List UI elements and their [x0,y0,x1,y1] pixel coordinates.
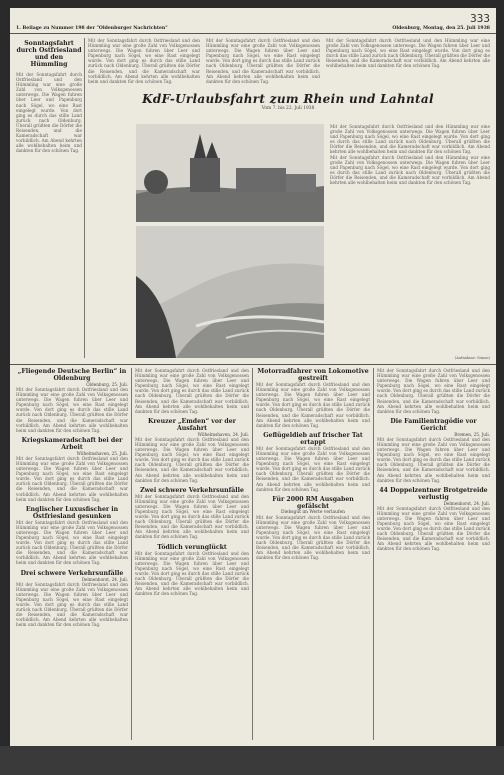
article-title: Tödlich verunglückt [157,543,227,551]
bottom-col-2 [135,368,249,740]
feature-title: KdF-Urlaubsfahrt zum Rhein und Lahntal [142,92,434,106]
article-title: Die Familientragödie vor Gericht [390,417,477,432]
body-text: Mit der Sonntagsfahrt durch Ostfriesland und den Hümmling war eine große Zahl von Volksgenossen unterwegs. Die Wagen fuhren über Leer und Papenburg nach Sögel, wo eine Rast eingelegt wurde. Von dort ging es durch das stille Land zurück nach Oldenburg. Überall grüßten die Dörfer die Reisenden, und die Kameradschaft war vorbildlich. Am Abend kehrten alle wohlbehalten heim und dankten für den schönen Tag. [326,38,490,69]
photo-lahn-river [136,226,324,358]
article-title: „Fliegende Deutsche Berlin“ in Oldenburg [17,368,127,382]
dateline: Bremen, 25. Juli. [454,431,490,437]
photo-credit: (Aufnahme: Simon) [454,356,490,360]
body-text: Mit der Sonntagsfahrt durch Ostfriesland und den Hümmling war eine große Zahl von Volksgenossen unterwegs. Die Wagen fuhren über Leer und Papenburg nach Sögel, wo eine Rast eingelegt wurde. Von dort ging es durch das stille Land zurück nach Oldenburg. Überall grüßten die Dörfer die Reisenden, und die Kameradschaft war vorbildlich. Am Abend kehrten alle wohlbehalten heim und dankten für den schönen Tag. [330,124,490,155]
top-text-2 [206,38,320,88]
dateline: Delmenhorst, 24. Juli. [443,500,490,506]
body-text: Mit der Sonntagsfahrt durch Ostfriesland und den Hümmling war eine große Zahl von Volksgenossen unterwegs. Die Wagen fuhren über Leer und Papenburg nach Sögel, wo eine Rast eingelegt wurde. Von dort ging es durch das stille Land zurück nach Oldenburg. Überall grüßten die Dörfer die Reisenden, und die Kameradschaft war vorbildlich. Am Abend kehrten alle wohlbehalten heim und dankten für den schönen Tag. [377,505,490,552]
article-title: Zwei schwere Verkehrsunfälle [140,486,244,494]
newspaper-page [10,8,496,746]
dateline: Oldenburg, 25. Juli. [86,382,128,387]
body-text: Mit der Sonntagsfahrt durch Ostfriesland und den Hümmling war eine große Zahl von Volksgenossen unterwegs. Die Wagen fuhren über Leer und Papenburg nach Sögel, wo eine Rast eingelegt wurde. Von dort ging es durch das stille Land zurück nach Oldenburg. Überall grüßten die Dörfer die Reisenden, und die Kameradschaft war vorbildlich. Am Abend kehrten alle wohlbehalten heim und dankten für den schönen Tag. [135,436,249,483]
photo-rhine-church [136,124,324,222]
feature-header [88,92,488,118]
article-title: Geflügeldieb auf frischer Tat ertappt [263,431,363,446]
body-text: Mit der Sonntagsfahrt durch Ostfriesland und den Hümmling war eine große Zahl von Volksgenossen unterwegs. Die Wagen fuhren über Leer und Papenburg nach Sögel, wo eine Rast eingelegt wurde. Von dort ging es durch das stille Land zurück nach Oldenburg. Überall grüßten die Dörfer die Reisenden, und die Kameradschaft war vorbildlich. Am Abend kehrten alle wohlbehalten heim und dankten für den schönen Tag. [135,493,249,540]
article-title: 44 Doppelzentner Brotgetreide verlustig [379,486,488,501]
dateline: Wilhelmshaven, 25. Juli. [76,450,128,456]
article-title: Kreuzer „Emden“ vor der Ausfahrt [148,417,236,432]
header-left: 1. Beilage zu Nummer 198 der "Oldenburger Nachrichten" [16,26,168,31]
feature-body [330,124,490,356]
bottom-col-1 [16,368,128,740]
bottom-col-3 [256,368,370,740]
section-rule [10,364,496,365]
body-text: Mit der Sonntagsfahrt durch Ostfriesland und den Hümmling war eine große Zahl von Volksgenossen unterwegs. Die Wagen fuhren über Leer und Papenburg nach Sögel, wo eine Rast eingelegt wurde. Von dort ging es durch das stille Land zurück nach Oldenburg. Überall grüßten die Dörfer die Reisenden, und die Kameradschaft war vorbildlich. Am Abend kehrten alle wohlbehalten heim und dankten für den schönen Tag. [256,382,370,428]
left-article-title: Sonntagsfahrt durch Ostfriesland und den Hümmling [16,40,82,68]
column-rule [252,368,253,740]
body-text: Mit der Sonntagsfahrt durch Ostfriesland und den Hümmling war eine große Zahl von Volksgenossen unterwegs. Die Wagen fuhren über Leer und Papenburg nach Sögel, wo eine Rast eingelegt wurde. Von dort ging es durch das stille Land zurück nach Oldenburg. Überall grüßten die Dörfer die Reisenden, und die Kameradschaft war vorbildlich. Am Abend kehrten alle wohlbehalten heim und dankten für den schönen Tag. [16,455,128,502]
body-text: Mit der Sonntagsfahrt durch Ostfriesland und den Hümmling war eine große Zahl von Volksgenossen unterwegs. Die Wagen fuhren über Leer und Papenburg nach Sögel, wo eine Rast eingelegt wurde. Von dort ging es durch das stille Land zurück nach Oldenburg. Überall grüßten die Dörfer die Reisenden, und die Kameradschaft war vorbildlich. Am Abend kehrten alle wohlbehalten heim und dankten für den schönen Tag. [135,550,249,597]
column-rule [84,38,85,358]
body-text: Mit der Sonntagsfahrt durch Ostfriesland und den Hümmling war eine große Zahl von Volksgenossen unterwegs. Die Wagen fuhren über Leer und Papenburg nach Sögel, wo eine Rast eingelegt wurde. Von dort ging es durch das stille Land zurück nach Oldenburg. Überall grüßten die Dörfer die Reisenden, und die Kameradschaft war vorbildlich. Am Abend kehrten alle wohlbehalten heim und dankten für den schönen Tag. [377,368,490,414]
article-title: Englischer Luxusfischer in Ostfriesland gesunken [25,505,119,520]
body-text: Mit der Sonntagsfahrt durch Ostfriesland und den Hümmling war eine große Zahl von Volksgenossen unterwegs. Die Wagen fuhren über Leer und Papenburg nach Sögel, wo eine Rast eingelegt wurde. Von dort ging es durch das stille Land zurück nach Oldenburg. Überall grüßten die Dörfer die Reisenden, und die Kameradschaft war vorbildlich. Am Abend kehrten alle wohlbehalten heim und dankten für den schönen Tag. [16,519,128,566]
scan-border [0,746,504,775]
body-text: Mit der Sonntagsfahrt durch Ostfriesland und den Hümmling war eine große Zahl von Volksgenossen unterwegs. Die Wagen fuhren über Leer und Papenburg nach Sögel, wo eine Rast eingelegt wurde. Von dort ging es durch das stille Land zurück nach Oldenburg. Überall grüßten die Dörfer die Reisenden, und die Kameradschaft war vorbildlich. Am Abend kehrten alle wohlbehalten heim und dankten für den schönen Tag. [377,436,490,483]
top-text-1 [88,38,200,88]
header-right: Oldenburg, Montag, den 25. Juli 1938 [392,26,490,31]
feature-subtitle: Vom 7. bis 22. Juli 1938 [261,106,315,111]
left-column [16,40,82,358]
bottom-col-4 [377,368,490,740]
header-rule [10,33,496,34]
body-text: Mit der Sonntagsfahrt durch Ostfriesland und den Hümmling war eine große Zahl von Volksgenossen unterwegs. Die Wagen fuhren über Leer und Papenburg nach Sögel, wo eine Rast eingelegt wurde. Von dort ging es durch das stille Land zurück nach Oldenburg. Überall grüßten die Dörfer die Reisenden, und die Kameradschaft war vorbildlich. Am Abend kehrten alle wohlbehalten heim und dankten für den schönen Tag. [88,38,200,84]
article-title: Drei schwere Verkehrsunfälle [20,569,124,577]
page-number: 333 [470,12,490,25]
article-title: Kriegskameradschaft bei der Arbeit [21,436,123,451]
article-title: Motorradfahrer von Lokomotive gestreift [257,368,369,382]
top-text-3 [326,38,490,88]
body-text: Mit der Sonntagsfahrt durch Ostfriesland und den Hümmling war eine große Zahl von Volksgenossen unterwegs. Die Wagen fuhren über Leer und Papenburg nach Sögel, wo eine Rast eingelegt wurde. Von dort ging es durch das stille Land zurück nach Oldenburg. Überall grüßten die Dörfer die Reisenden, und die Kameradschaft war vorbildlich. Am Abend kehrten alle wohlbehalten heim und dankten für den schönen Tag. [256,514,370,561]
article-title: Für 2000 RM Ausgaben gefälscht [272,495,354,510]
column-rule [131,368,132,740]
body-text: Mit der Sonntagsfahrt durch Ostfriesland und den Hümmling war eine große Zahl von Volksgenossen unterwegs. Die Wagen fuhren über Leer und Papenburg nach Sögel, wo eine Rast eingelegt wurde. Von dort ging es durch das stille Land zurück nach Oldenburg. Überall grüßten die Dörfer die Reisenden, und die Kameradschaft war vorbildlich. Am Abend kehrten alle wohlbehalten heim und dankten für den schönen Tag. [256,445,370,492]
left-article-body: Mit der Sonntagsfahrt durch Ostfriesland und den Hümmling war eine große Zahl von Volksgenossen unterwegs. Die Wagen fuhren über Leer und Papenburg nach Sögel, wo eine Rast eingelegt wurde. Von dort ging es durch das stille Land zurück nach Oldenburg. Überall grüßten die Dörfer die Reisenden, und die Kameradschaft war vorbildlich. Am Abend kehrten alle wohlbehalten heim und dankten für den schönen Tag. [16,72,82,154]
column-rule [373,368,374,740]
body-text: Mit der Sonntagsfahrt durch Ostfriesland und den Hümmling war eine große Zahl von Volksgenossen unterwegs. Die Wagen fuhren über Leer und Papenburg nach Sögel, wo eine Rast eingelegt wurde. Von dort ging es durch das stille Land zurück nach Oldenburg. Überall grüßten die Dörfer die Reisenden, und die Kameradschaft war vorbildlich. Am Abend kehrten alle wohlbehalten heim und dankten für den schönen Tag. [135,368,249,414]
dateline: Delmenhorst, 24. Juli. [81,576,128,582]
article-subtitle: Diebsgut im Werte verlaufen [280,509,346,515]
body-text: Mit der Sonntagsfahrt durch Ostfriesland und den Hümmling war eine große Zahl von Volksgenossen unterwegs. Die Wagen fuhren über Leer und Papenburg nach Sögel, wo eine Rast eingelegt wurde. Von dort ging es durch das stille Land zurück nach Oldenburg. Überall grüßten die Dörfer die Reisenden, und die Kameradschaft war vorbildlich. Am Abend kehrten alle wohlbehalten heim und dankten für den schönen Tag. [330,154,490,186]
body-text: Mit der Sonntagsfahrt durch Ostfriesland und den Hümmling war eine große Zahl von Volksgenossen unterwegs. Die Wagen fuhren über Leer und Papenburg nach Sögel, wo eine Rast eingelegt wurde. Von dort ging es durch das stille Land zurück nach Oldenburg. Überall grüßten die Dörfer die Reisenden, und die Kameradschaft war vorbildlich. Am Abend kehrten alle wohlbehalten heim und dankten für den schönen Tag. [206,38,320,84]
body-text: Mit der Sonntagsfahrt durch Ostfriesland und den Hümmling war eine große Zahl von Volksgenossen unterwegs. Die Wagen fuhren über Leer und Papenburg nach Sögel, wo eine Rast eingelegt wurde. Von dort ging es durch das stille Land zurück nach Oldenburg. Überall grüßten die Dörfer die Reisenden, und die Kameradschaft war vorbildlich. Am Abend kehrten alle wohlbehalten heim und dankten für den schönen Tag. [16,581,128,628]
dateline: Wilhelmshaven, 24. Juli. [197,431,249,437]
body-text: Mit der Sonntagsfahrt durch Ostfriesland und den Hümmling war eine große Zahl von Volksgenossen unterwegs. Die Wagen fuhren über Leer und Papenburg nach Sögel, wo eine Rast eingelegt wurde. Von dort ging es durch das stille Land zurück nach Oldenburg. Überall grüßten die Dörfer die Reisenden, und die Kameradschaft war vorbildlich. Am Abend kehrten alle wohlbehalten heim und dankten für den schönen Tag. [16,387,128,433]
